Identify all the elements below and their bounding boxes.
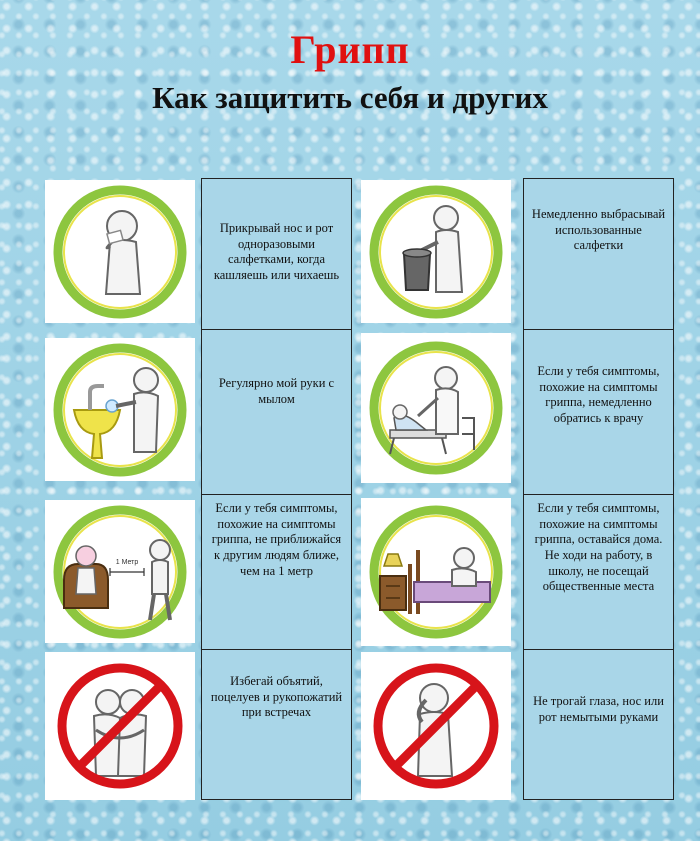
tip-text-trash-can: Немедленно выбрасывай использованные салфетки — [523, 178, 674, 330]
tip-text-cover-mouth: Прикрывай нос и рот одноразовыми салфетками, когда кашляешь или чихаешь — [201, 178, 352, 330]
tip-image-distance — [45, 500, 195, 643]
page-subtitle: Как защитить себя и других — [152, 80, 548, 115]
tip-image-cover-mouth — [45, 180, 195, 323]
page-title: Грипп — [290, 27, 410, 72]
wash-hands-icon — [50, 340, 190, 480]
tip-text-wash-hands: Регулярно мой руки с мылом — [201, 329, 352, 495]
tip-image-no-touching-face — [361, 652, 511, 800]
no-touching-face-icon — [366, 656, 506, 796]
tip-text-no-touching-face: Не трогай глаза, нос или рот немытыми руками — [523, 649, 674, 800]
distance-icon — [50, 502, 190, 642]
tip-image-wash-hands — [45, 338, 195, 481]
tip-image-trash-can — [361, 180, 511, 323]
tip-image-no-hugging — [45, 652, 195, 800]
tip-text-doctor: Если у тебя симптомы, похожие на симптомы гриппа, немедленно обратись к врачу — [523, 329, 674, 495]
cover-mouth-icon — [50, 182, 190, 322]
distance-label: 1 Метр — [115, 558, 139, 566]
tip-image-doctor — [361, 333, 511, 483]
doctor-icon — [366, 338, 506, 478]
tip-image-stay-home — [361, 498, 511, 646]
tip-text-distance: Если у тебя симптомы, похожие на симптомы гриппа, не приближайся к другим людям ближе, чем на 1 метр — [201, 494, 352, 650]
trash-can-icon — [366, 182, 506, 322]
tip-text-no-hugging: Избегай объятий, поцелуев и рукопожатий при встречах — [201, 649, 352, 800]
tip-text-stay-home: Если у тебя симптомы, похожие на симптомы гриппа, оставайся дома. Не ходи на работу, в школу, не посещай общественные места — [523, 494, 674, 650]
no-hugging-icon — [50, 656, 190, 796]
stay-home-icon — [366, 502, 506, 642]
